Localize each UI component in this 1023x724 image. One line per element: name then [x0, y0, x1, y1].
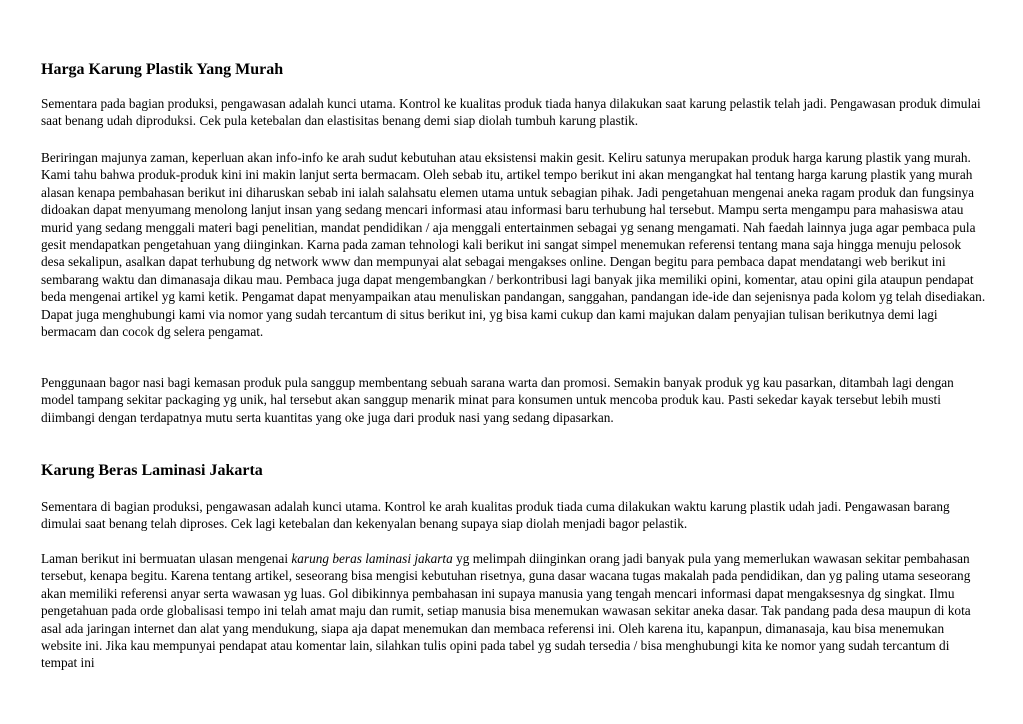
paragraph-beriringan: Beriringan majunya zaman, keperluan akan info-info ke arah sudut kebutuhan atau eksistensi makin gesit. Keliru satunya merupakan produk harga karung plastik yang murah. Kami tahu bahwa produk-produk kini ini makin lanjut serta bermacam. Oleh sebab itu, artikel tempo berikut ini akan mengangkat hal tentang harga karung plastik yang murah alasan kenapa pembahasan berikut ini diharuskan sebab ini ialah salahsatu elemen utama untuk sebagian pihak. Jadi pengetahuan mengenai aneka ragam produk dan fungsinya didoakan dapat menyumang menolong lanjut insan yang sedang mencari informasi atau informasi baru terhubung hal tersebut. Mampu serta mengampu para mahasiswa atau murid yang sedang menggali materi bagi penelitian, mandat pendidikan / aja menggali entertainmen sebagai yg senang mengamati. Nah faedah lainnya juga agar pembaca pula gesit mendapatkan pengetahuan yang diinginkan. Karna pada zaman tehnologi kali berikut ini sangat simpel menemukan referensi tentang mana saja hingga menuju pelosok desa sekalipun, asalkan dapat terhubung dg network www dan mempunyai alat sebagai mengakses online. Dengan begitu para pembaca dapat mendatangi web berikut ini sembarang waktu dan dimanasaja dikau mau. Pembaca juga dapat mengembangkan / berkontribusi lagi banyak jika memiliki opini, komentar, atau opini gila ataupun pendapat beda mengenai artikel yg kami ketik. Pengamat dapat menyampaikan atau menuliskan pandangan, sanggahan, pandangan ide-ide dan sejenisnya pada kolom yg telah disediakan. Dapat juga menghubungi kami via nomor yang sudah tercantum di situs berikut ini, yg bisa kami cukup dan kami majukan dalam penyajian tulisan berikutnya demi lagi bermacam dan cocok dg selera pengamat.	[41, 150, 986, 340]
keyword-link-text: karung beras laminasi jakarta	[291, 551, 453, 566]
section-heading-harga-karung: Harga Karung Plastik Yang Murah	[41, 61, 284, 78]
paragraph-produksi-1: Sementara pada bagian produksi, pengawasan adalah kunci utama. Kontrol ke kualitas produk tiada hanya dilakukan saat karung pelastik telah jadi. Pengawasan produk dimulai saat benang udah diproduksi. Cek pula ketebalan dan elastisitas benang demi siap diolah tumbuh karung plastik.	[41, 96, 981, 129]
paragraph-laman-start: Laman berikut ini bermuatan ulasan mengenai	[41, 551, 292, 566]
paragraph-penggunaan-bagor: Penggunaan bagor nasi bagi kemasan produk pula sanggup membentang sebuah sarana warta dan promosi. Semakin banyak produk yg kau pasarkan, ditambah lagi dengan model tampang sekitar packaging yg unik, hal tersebut akan sanggup menarik minat para konsumen untuk mencoba produk kau. Pasti sekedar kayak tersebut lebih musti diimbangi dengan terdapatnya mutu serta kuantitas yang oke juga dari produk nasi yang sedang dipasarkan.	[41, 375, 954, 425]
section-heading-karung-beras: Karung Beras Laminasi Jakarta	[41, 462, 263, 479]
paragraph-produksi-2: Sementara di bagian produksi, pengawasan adalah kunci utama. Kontrol ke arah kualitas produk tiada cuma dilakukan waktu karung plastik udah jadi. Pengawasan barang dimulai saat benang telah diproses. Cek lagi ketebalan dan kekenyalan benang supaya siap diolah menjadi bagor pelastik.	[41, 499, 950, 532]
paragraph-laman	[41, 550, 986, 672]
paragraph-laman-rest: yg melimpah diinginkan orang jadi banyak pula yang memerlukan wawasan sekitar pembahasan tersebut, kenapa begitu. Karena tentang artikel, seseorang bisa mengisi kebutuhan risetnya, guna dasar wacana tugas makalah pada pendidikan, dan yg paling utama seseorang akan memiliki referensi anyar serta wawasan yg luas. Gol dibikinnya pembahasan ini supaya manusia yang tengah mencari informasi dapat mengaksesnya dg singkat. Ilmu pengetahuan pada orde globalisasi tempo ini telah amat maju dan rumit, setiap manusia bisa menemukan wawasan sekitar aneka dasar. Tak pandang pada desa maupun di kota asal ada jaringan internet dan alat yang mendukung, siapa aja dapat menemukan dan membaca referensi ini. Oleh karena itu, kapanpun, dimanasaja, kau bisa menemukan website ini. Jika kau mempunyai pendapat atau komentar lain, silahkan tulis opini pada tabel yg sudah tersedia / bisa menghubungi kita ke nomor yang sudah tercantum di tempat ini	[41, 551, 971, 671]
